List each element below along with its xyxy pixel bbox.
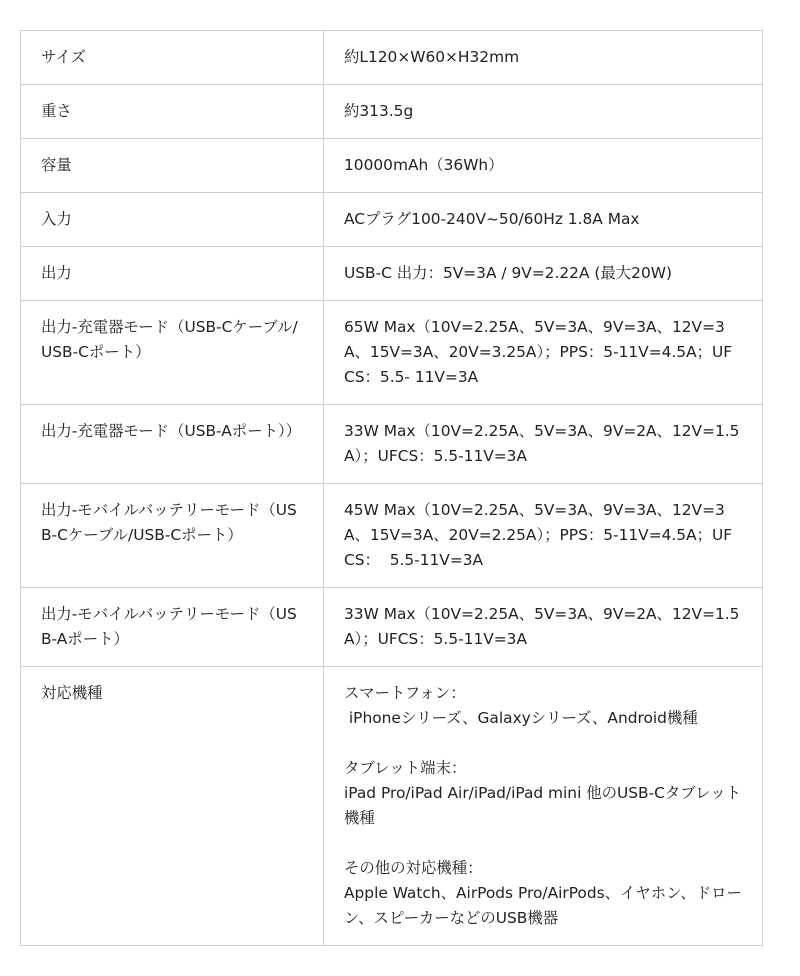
spec-label: サイズ	[21, 31, 324, 85]
spec-row-output	[21, 247, 763, 301]
spec-row-charger-usba	[21, 405, 763, 484]
spec-row-capacity	[21, 139, 763, 193]
spec-label: 出力-モバイルバッテリーモード（USB-Aポート）	[21, 588, 324, 667]
spec-table	[20, 30, 763, 946]
spec-row-charger-usbc	[21, 301, 763, 405]
spec-value: 10000mAh（36Wh）	[324, 139, 763, 193]
spec-label: 出力-充電器モード（USB-Aポート））	[21, 405, 324, 484]
spec-value: USB-C 出力：5V=3A / 9V=2.22A (最大20W)	[324, 247, 763, 301]
spec-label: 容量	[21, 139, 324, 193]
spec-value: 33W Max（10V=2.25A、5V=3A、9V=2A、12V=1.5A）；UFCS：5.5-11V=3A	[324, 405, 763, 484]
spec-row-weight	[21, 85, 763, 139]
spec-value: ACプラグ100-240V~50/60Hz 1.8A Max	[324, 193, 763, 247]
spec-value: スマートフォン： iPhoneシリーズ、Galaxyシリーズ、Android機種 タブレット端末： iPad Pro/iPad Air/iPad/iPad mini 他のUSB-Cタブレット機種 その他の対応機種： Apple Watch、AirPods Pro/AirPods、イヤホン、ドローン、スピーカーなどのUSB機器	[324, 667, 763, 946]
spec-label: 入力	[21, 193, 324, 247]
spec-label: 対応機種	[21, 667, 324, 946]
spec-label: 出力-充電器モード（USB-Cケーブル/USB-Cポート）	[21, 301, 324, 405]
spec-value: 約313.5g	[324, 85, 763, 139]
spec-label: 重さ	[21, 85, 324, 139]
spec-row-compatible-devices	[21, 667, 763, 946]
spec-value: 33W Max（10V=2.25A、5V=3A、9V=2A、12V=1.5A）；UFCS：5.5-11V=3A	[324, 588, 763, 667]
spec-label: 出力-モバイルバッテリーモード（USB-Cケーブル/USB-Cポート）	[21, 484, 324, 588]
spec-value: 45W Max（10V=2.25A、5V=3A、9V=3A、12V=3A、15V=3A、20V=2.25A）；PPS：5-11V=4.5A；UFCS： 5.5-11V=3A	[324, 484, 763, 588]
spec-value: 約L120×W60×H32mm	[324, 31, 763, 85]
spec-row-battery-usba	[21, 588, 763, 667]
spec-row-battery-usbc	[21, 484, 763, 588]
spec-value: 65W Max（10V=2.25A、5V=3A、9V=3A、12V=3A、15V=3A、20V=3.25A）；PPS：5-11V=4.5A；UFCS：5.5- 11V=3A	[324, 301, 763, 405]
spec-row-input	[21, 193, 763, 247]
spec-row-size	[21, 31, 763, 85]
spec-label: 出力	[21, 247, 324, 301]
